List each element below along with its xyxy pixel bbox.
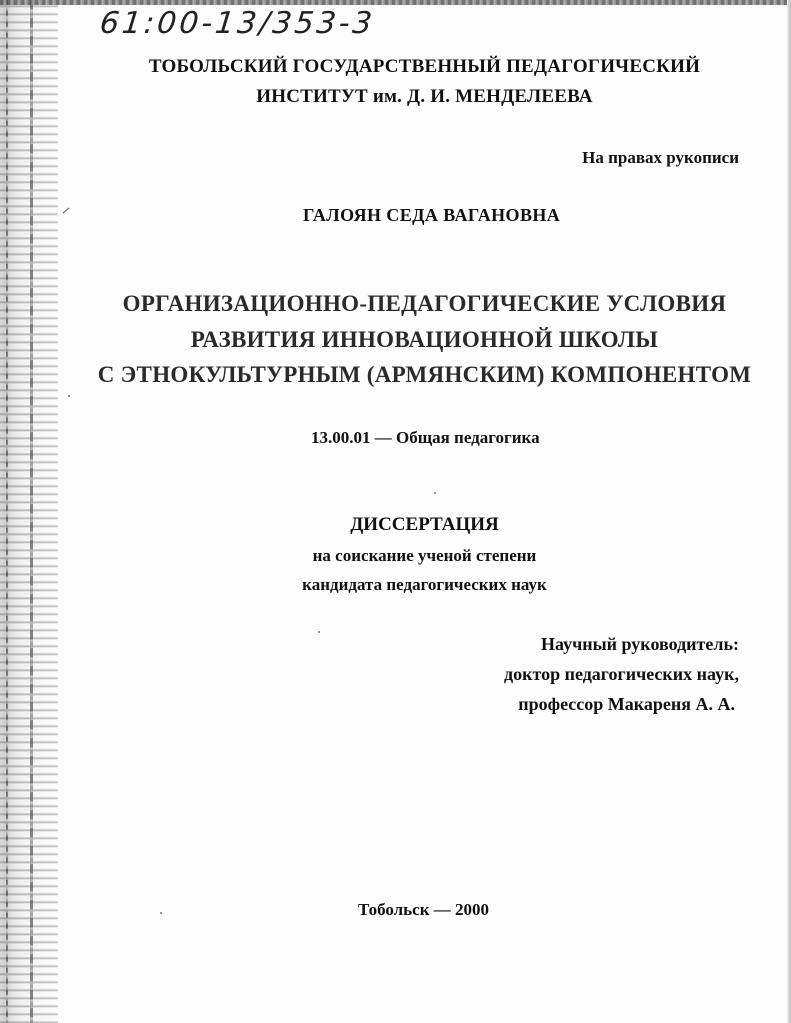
scan-speck <box>160 912 162 914</box>
work-type-heading: ДИССЕРТАЦИЯ <box>350 514 499 535</box>
supervisor-degree: доктор педагогических наук, <box>503 664 739 684</box>
degree-line-1: на соискание ученой степени <box>312 546 537 565</box>
scan-speck <box>68 395 70 397</box>
title-line-2: РАЗВИТИЯ ИННОВАЦИОННОЙ ШКОЛЫ <box>190 327 659 352</box>
title-line-1: ОРГАНИЗАЦИОННО-ПЕДАГОГИЧЕСКИЕ УСЛОВИЯ <box>122 291 727 316</box>
author-name: ГАЛОЯН СЕДА ВАГАНОВНА <box>303 205 561 225</box>
scan-pencil-mark <box>63 208 70 214</box>
scan-speck <box>318 631 320 633</box>
title-line-3: С ЭТНОКУЛЬТУРНЫМ (АРМЯНСКИМ) КОМПОНЕНТОМ <box>97 362 752 387</box>
institution-line-2: ИНСТИТУТ им. Д. И. МЕНДЕЛЕЕВА <box>256 86 593 107</box>
scan-top-edge <box>0 0 791 5</box>
specialty-code: 13.00.01 — Общая педагогика <box>311 428 540 447</box>
supervisor-name: профессор Макареня А. А. <box>518 694 735 714</box>
degree-line-2: кандидата педагогических наук <box>302 575 547 594</box>
archive-code-handwritten: 61:00-13/353-3 <box>98 6 377 41</box>
place-and-year: Тобольск — 2000 <box>358 900 489 919</box>
manuscript-rights-note: На правах рукописи <box>582 148 739 167</box>
scan-right-edge <box>787 0 791 1023</box>
supervisor-label: Научный руководитель: <box>541 634 739 654</box>
scan-speck <box>434 492 436 494</box>
scan-binding-edge <box>0 0 58 1023</box>
scan-edge-line <box>30 0 33 1023</box>
scan-edge-line-outer <box>6 0 8 1023</box>
institution-line-1: ТОБОЛЬСКИЙ ГОСУДАРСТВЕННЫЙ ПЕДАГОГИЧЕСКИЙ <box>148 56 701 77</box>
